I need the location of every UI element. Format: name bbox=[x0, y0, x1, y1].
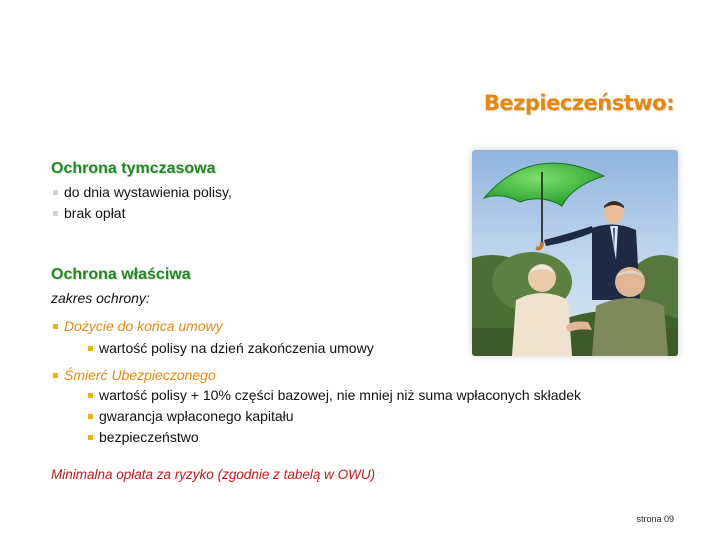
illustration-photo bbox=[472, 150, 678, 356]
slide-title: Bezpieczeństwo: bbox=[483, 91, 674, 115]
bullet-icon bbox=[53, 324, 58, 329]
survival-label-text: Dożycie do końca umowy bbox=[64, 318, 223, 334]
bullet-icon bbox=[53, 211, 58, 216]
list-item-text: wartość polisy + 10% części bazowej, nie mniej niż suma wpłaconych składek bbox=[99, 387, 582, 403]
bullet-icon bbox=[88, 414, 93, 419]
bullet-icon bbox=[88, 393, 93, 398]
death-label bbox=[53, 367, 216, 383]
list-item-text: brak opłat bbox=[64, 205, 126, 221]
list-item bbox=[88, 340, 374, 356]
bullet-icon bbox=[88, 346, 93, 351]
list-item-text: do dnia wystawienia polisy, bbox=[64, 184, 232, 200]
list-item bbox=[88, 429, 199, 445]
bullet-icon bbox=[88, 435, 93, 440]
bullet-icon bbox=[53, 373, 58, 378]
list-item-text: bezpieczeństwo bbox=[99, 429, 199, 445]
survival-label bbox=[53, 318, 223, 334]
scope-label: zakres ochrony: bbox=[51, 290, 150, 306]
footnote: Minimalna opłata za ryzyko (zgodnie z tabelą w OWU) bbox=[51, 467, 376, 482]
list-item-text: gwarancja wpłaconego kapitału bbox=[99, 408, 294, 424]
temporary-protection-heading: Ochrona tymczasowa bbox=[51, 160, 216, 177]
page-number: strona 09 bbox=[636, 514, 674, 524]
list-item bbox=[53, 184, 232, 200]
list-item-text: wartość polisy na dzień zakończenia umowy bbox=[99, 340, 374, 356]
bullet-icon bbox=[53, 190, 58, 195]
list-item bbox=[53, 205, 125, 221]
list-item bbox=[88, 387, 581, 403]
proper-protection-heading: Ochrona właściwa bbox=[51, 266, 191, 283]
death-label-text: Śmierć Ubezpieczonego bbox=[64, 367, 216, 383]
list-item bbox=[88, 408, 294, 424]
